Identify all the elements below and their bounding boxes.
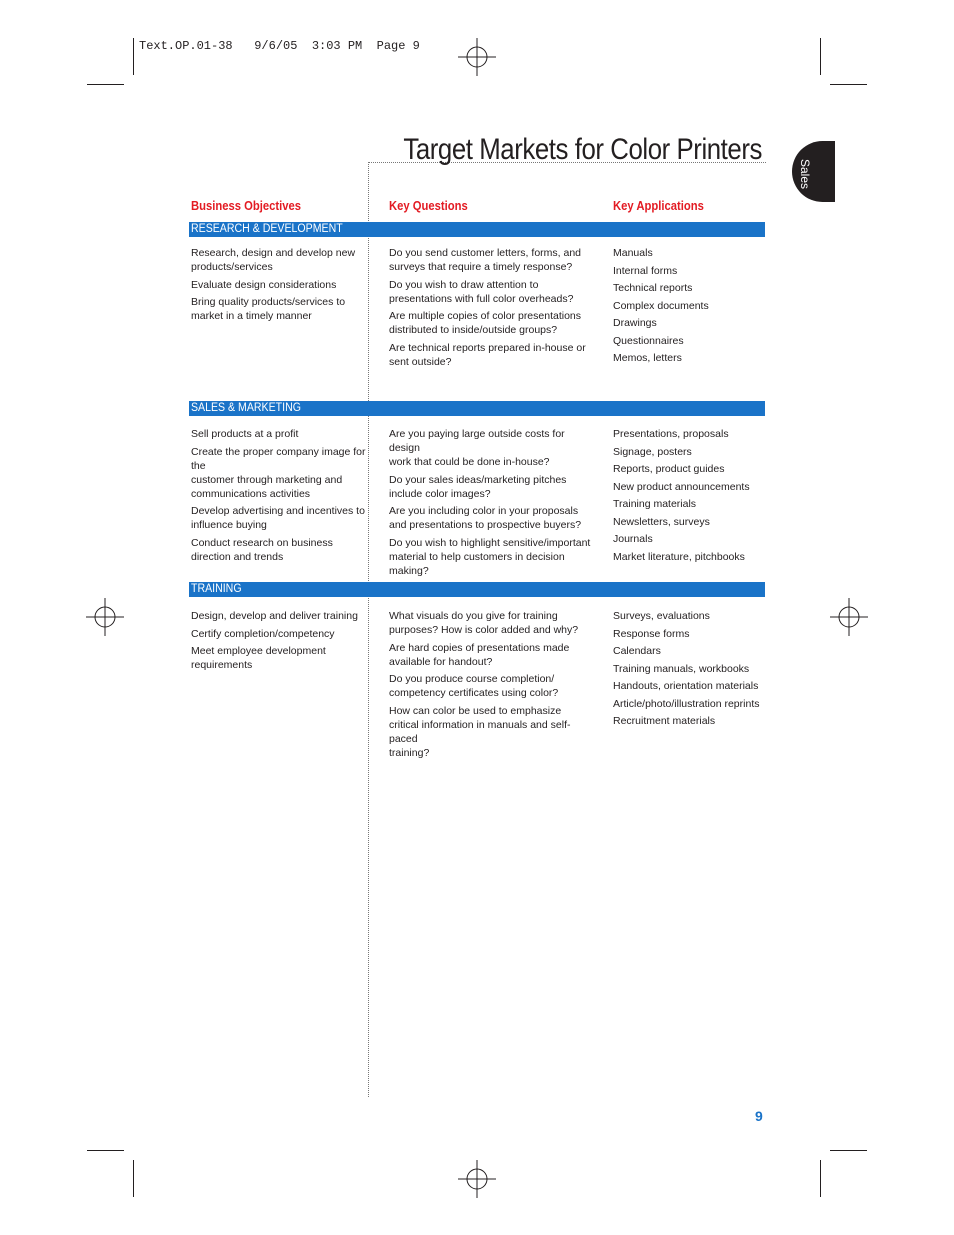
list-item: Internal forms <box>613 264 678 277</box>
list-item: Do you wish to draw attention to presentations with full color overheads? <box>389 278 574 305</box>
list-item: Are multiple copies of color presentations distributed to inside/outside groups? <box>389 310 582 336</box>
section-bar-label: TRAINING <box>191 583 242 595</box>
list-item: Evaluate design considerations <box>191 278 337 291</box>
list-item: Do your sales ideas/marketing pitches include color images? <box>389 473 567 500</box>
list-item: How can color be used to emphasize critical information in manuals and self-paced training? <box>389 704 571 759</box>
list-item: Meet employee development requirements <box>191 645 326 671</box>
list-item: Response forms <box>613 627 690 640</box>
objectives-list <box>191 246 366 327</box>
list-item: Surveys, evaluations <box>613 610 710 622</box>
section-bar-sales <box>189 401 765 416</box>
list-item: Design, develop and deliver training <box>191 610 358 622</box>
crop-mark <box>133 1160 134 1197</box>
section-tab-label: Sales <box>798 159 812 190</box>
list-item: Reports, product guides <box>613 463 725 475</box>
questions-list <box>389 427 594 581</box>
list-item: Bring quality products/services to market in a timely manner <box>191 296 346 322</box>
page-number: 9 <box>755 1108 763 1124</box>
list-item: What visuals do you give for training purposes? How is color added and why? <box>389 610 579 636</box>
page-title: Target Markets for Color Printers <box>403 133 762 166</box>
list-item: Do you wish to highlight sensitive/important material to help customers in decision making? <box>389 536 591 577</box>
applications-list <box>613 427 763 567</box>
list-item: Are you paying large outside costs for design work that could be done in-house? <box>389 428 565 468</box>
list-item: Develop advertising and incentives to influence buying <box>191 505 365 531</box>
list-item: Do you produce course completion/ competency certificates using color? <box>389 673 559 699</box>
list-item: Memos, letters <box>613 352 682 364</box>
list-item: Newsletters, surveys <box>613 515 710 528</box>
section-bar-label: SALES & MARKETING <box>191 402 301 414</box>
column-header-questions: Key Questions <box>389 199 468 213</box>
list-item: Manuals <box>613 247 653 259</box>
section-bar-label: RESEARCH & DEVELOPMENT <box>191 223 343 235</box>
list-item: New product announcements <box>613 480 750 493</box>
section-tab <box>792 141 835 202</box>
objectives-list <box>191 427 366 567</box>
list-item: Create the proper company image for the customer through marketing and communications activities <box>191 445 366 500</box>
list-item: Market literature, pitchbooks <box>613 550 745 563</box>
crop-mark <box>820 1160 821 1197</box>
list-item: Complex documents <box>613 299 709 312</box>
list-item: Sell products at a profit <box>191 428 299 440</box>
crop-mark <box>87 84 124 85</box>
crop-mark <box>87 1150 124 1151</box>
list-item: Are technical reports prepared in-house or sent outside? <box>389 341 586 368</box>
registration-mark-icon <box>458 38 496 76</box>
column-divider <box>368 162 369 1097</box>
crop-mark <box>830 1150 867 1151</box>
applications-list <box>613 609 763 732</box>
list-item: Recruitment materials <box>613 715 716 727</box>
registration-mark-icon <box>458 1160 496 1198</box>
list-item: Questionnaires <box>613 334 684 347</box>
list-item: Technical reports <box>613 282 693 294</box>
questions-list <box>389 246 594 372</box>
objectives-list <box>191 609 366 676</box>
list-item: Research, design and develop new products/services <box>191 247 356 273</box>
list-item: Do you send customer letters, forms, and surveys that require a timely response? <box>389 247 581 273</box>
list-item: Are hard copies of presentations made available for handout? <box>389 641 570 668</box>
list-item: Certify completion/competency <box>191 627 335 640</box>
list-item: Training materials <box>613 498 697 510</box>
list-item: Calendars <box>613 645 661 657</box>
list-item: Conduct research on business direction and trends <box>191 536 333 563</box>
column-header-objectives: Business Objectives <box>191 199 302 213</box>
section-bar-research <box>189 222 765 237</box>
list-item: Presentations, proposals <box>613 428 729 440</box>
crop-mark <box>133 38 134 75</box>
slug-line: Text.OP.01-38 9/6/05 3:03 PM Page 9 <box>139 39 420 53</box>
list-item: Handouts, orientation materials <box>613 680 759 692</box>
list-item: Article/photo/illustration reprints <box>613 697 760 710</box>
list-item: Drawings <box>613 317 657 329</box>
column-header-applications: Key Applications <box>613 199 704 213</box>
list-item: Journals <box>613 533 653 545</box>
list-item: Training manuals, workbooks <box>613 662 750 675</box>
list-item: Signage, posters <box>613 445 692 458</box>
registration-mark-icon <box>86 598 124 636</box>
applications-list <box>613 246 763 369</box>
crop-mark <box>820 38 821 75</box>
questions-list <box>389 609 594 763</box>
registration-mark-icon <box>830 598 868 636</box>
section-bar-training <box>189 582 765 597</box>
crop-mark <box>830 84 867 85</box>
list-item: Are you including color in your proposals and presentations to prospective buyers? <box>389 505 582 531</box>
